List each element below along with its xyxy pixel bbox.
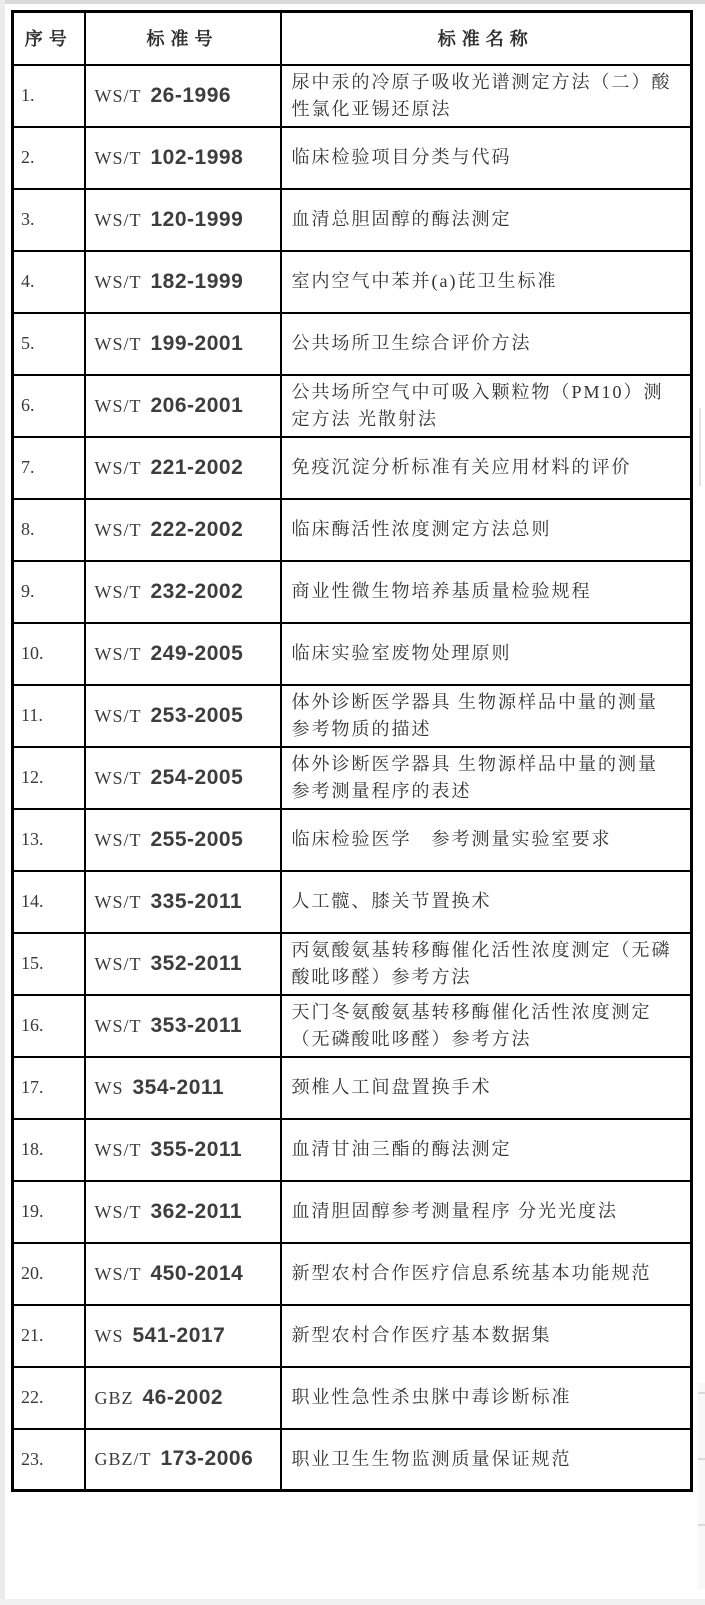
- standard-number-cell: [85, 1305, 281, 1367]
- table-row: [13, 871, 692, 933]
- standard-name-cell: 临床检验医学 参考测量实验室要求: [281, 809, 692, 871]
- serial-number-cell: 14.: [13, 871, 85, 933]
- standard-code: 173-2006: [160, 1447, 254, 1471]
- standard-name-cell: 丙氨酸氨基转移酶催化活性浓度测定（无磷酸吡哆醛）参考方法: [281, 933, 692, 995]
- standard-number-cell: [85, 251, 281, 313]
- standard-code: 120-1999: [150, 207, 244, 231]
- standard-number-cell: [85, 1057, 281, 1119]
- serial-number-cell: 9.: [13, 561, 85, 623]
- standard-number-cell: [85, 933, 281, 995]
- standard-prefix: WS/T: [94, 767, 142, 788]
- scan-edge-top: [0, 0, 705, 4]
- standard-prefix: WS/T: [94, 519, 142, 540]
- standard-name-cell: 职业卫生生物监测质量保证规范: [281, 1429, 692, 1491]
- standard-code: 335-2011: [150, 889, 243, 913]
- table-row: [13, 251, 692, 313]
- standard-prefix: WS/T: [94, 395, 142, 416]
- serial-number-cell: 21.: [13, 1305, 85, 1367]
- standard-name-cell: 公共场所卫生综合评价方法: [281, 313, 692, 375]
- standard-code: 249-2005: [150, 641, 244, 665]
- standard-prefix: WS: [94, 1325, 124, 1346]
- table-row: [13, 437, 692, 499]
- table-row: [13, 561, 692, 623]
- standard-prefix: WS/T: [94, 1015, 142, 1036]
- standard-prefix: WS: [94, 1077, 124, 1098]
- standard-number-cell: [85, 127, 281, 189]
- serial-number-cell: 22.: [13, 1367, 85, 1429]
- standard-code: 254-2005: [150, 765, 244, 789]
- serial-number-cell: 20.: [13, 1243, 85, 1305]
- standards-table: [11, 10, 693, 1492]
- serial-number-cell: 15.: [13, 933, 85, 995]
- serial-number-cell: 18.: [13, 1119, 85, 1181]
- table-row: [13, 127, 692, 189]
- serial-number-cell: 1.: [13, 65, 85, 127]
- table-row: [13, 1181, 692, 1243]
- table-row: [13, 933, 692, 995]
- table-row: [13, 375, 692, 437]
- standard-prefix: WS/T: [94, 457, 142, 478]
- standard-name-cell: 颈椎人工间盘置换手术: [281, 1057, 692, 1119]
- standard-code: 354-2011: [132, 1075, 225, 1099]
- standard-code: 46-2002: [142, 1385, 224, 1409]
- table-header: [13, 12, 692, 65]
- standard-code: 182-1999: [150, 269, 244, 293]
- standard-prefix: WS/T: [94, 271, 142, 292]
- standard-prefix: WS/T: [94, 1139, 142, 1160]
- standard-name-cell: 职业性急性杀虫脒中毒诊断标准: [281, 1367, 692, 1429]
- standard-code: 232-2002: [150, 579, 244, 603]
- standard-name-cell: 尿中汞的冷原子吸收光谱测定方法（二）酸性氯化亚锡还原法: [281, 65, 692, 127]
- standard-code: 362-2011: [150, 1199, 243, 1223]
- standard-name-cell: 新型农村合作医疗基本数据集: [281, 1305, 692, 1367]
- standard-prefix: WS/T: [94, 147, 142, 168]
- standard-prefix: WS/T: [94, 209, 142, 230]
- standard-code: 206-2001: [150, 393, 244, 417]
- standard-prefix: GBZ/T: [94, 1449, 152, 1470]
- table-row: [13, 1367, 692, 1429]
- table-row: [13, 313, 692, 375]
- standard-name-cell: 血清甘油三酯的酶法测定: [281, 1119, 692, 1181]
- standard-prefix: WS/T: [94, 333, 142, 354]
- standard-name-cell: 商业性微生物培养基质量检验规程: [281, 561, 692, 623]
- table-row: [13, 499, 692, 561]
- standard-name-cell: 临床酶活性浓度测定方法总则: [281, 499, 692, 561]
- serial-number-cell: 13.: [13, 809, 85, 871]
- scan-edge-bottom: [0, 1599, 705, 1605]
- serial-number-cell: 8.: [13, 499, 85, 561]
- standard-prefix: WS/T: [94, 953, 142, 974]
- standard-code: 222-2002: [150, 517, 244, 541]
- standard-number-cell: [85, 871, 281, 933]
- table-row: [13, 65, 692, 127]
- serial-number-cell: 3.: [13, 189, 85, 251]
- standard-number-cell: [85, 1243, 281, 1305]
- adjacent-table-fragment: [698, 1383, 705, 1589]
- standard-prefix: WS/T: [94, 891, 142, 912]
- standard-prefix: WS/T: [94, 829, 142, 850]
- standard-code: 352-2011: [150, 951, 243, 975]
- standard-number-cell: [85, 809, 281, 871]
- serial-number-cell: 17.: [13, 1057, 85, 1119]
- table-row: [13, 809, 692, 871]
- serial-number-cell: 12.: [13, 747, 85, 809]
- serial-number-cell: 5.: [13, 313, 85, 375]
- standard-name-cell: 血清总胆固醇的酶法测定: [281, 189, 692, 251]
- table-row: [13, 685, 692, 747]
- table-row: [13, 1057, 692, 1119]
- standard-number-cell: [85, 995, 281, 1057]
- standard-number-cell: [85, 499, 281, 561]
- standard-prefix: WS/T: [94, 1263, 142, 1284]
- fragment-line: [698, 1458, 705, 1460]
- serial-number-cell: 7.: [13, 437, 85, 499]
- standard-code: 199-2001: [150, 331, 244, 355]
- serial-number-cell: 10.: [13, 623, 85, 685]
- table-body: [13, 65, 692, 1491]
- standard-number-cell: [85, 1119, 281, 1181]
- adjacent-column-artifact: [699, 408, 701, 486]
- standard-code: 353-2011: [150, 1013, 243, 1037]
- table-row: [13, 995, 692, 1057]
- table-row: [13, 189, 692, 251]
- standard-name-cell: 体外诊断医学器具 生物源样品中量的测量 参考测量程序的表述: [281, 747, 692, 809]
- serial-number-cell: 23.: [13, 1429, 85, 1491]
- serial-number-cell: 2.: [13, 127, 85, 189]
- col-header-standard-number: 标准号: [85, 12, 281, 65]
- standard-code: 26-1996: [150, 83, 232, 107]
- scan-edge-left: [0, 0, 5, 1605]
- standard-prefix: WS/T: [94, 705, 142, 726]
- standard-name-cell: 体外诊断医学器具 生物源样品中量的测量 参考物质的描述: [281, 685, 692, 747]
- serial-number-cell: 4.: [13, 251, 85, 313]
- header-row: [13, 12, 692, 65]
- standard-code: 541-2017: [132, 1323, 226, 1347]
- serial-number-cell: 19.: [13, 1181, 85, 1243]
- standard-prefix: WS/T: [94, 85, 142, 106]
- standard-code: 450-2014: [150, 1261, 244, 1285]
- standard-number-cell: [85, 375, 281, 437]
- standard-name-cell: 公共场所空气中可吸入颗粒物（PM10）测定方法 光散射法: [281, 375, 692, 437]
- standard-prefix: WS/T: [94, 1201, 142, 1222]
- standard-name-cell: 室内空气中苯并(a)芘卫生标准: [281, 251, 692, 313]
- serial-number-cell: 11.: [13, 685, 85, 747]
- standard-name-cell: 临床检验项目分类与代码: [281, 127, 692, 189]
- standard-number-cell: [85, 561, 281, 623]
- table-row: [13, 747, 692, 809]
- standard-number-cell: [85, 437, 281, 499]
- standard-name-cell: 人工髋、膝关节置换术: [281, 871, 692, 933]
- fragment-line: [698, 1524, 705, 1526]
- col-header-serial: 序号: [13, 12, 85, 65]
- standard-code: 255-2005: [150, 827, 244, 851]
- table-row: [13, 623, 692, 685]
- standard-number-cell: [85, 1367, 281, 1429]
- standard-code: 355-2011: [150, 1137, 243, 1161]
- standard-number-cell: [85, 65, 281, 127]
- table-row: [13, 1119, 692, 1181]
- standard-name-cell: 血清胆固醇参考测量程序 分光光度法: [281, 1181, 692, 1243]
- standard-number-cell: [85, 1429, 281, 1491]
- standard-code: 253-2005: [150, 703, 244, 727]
- table-row: [13, 1243, 692, 1305]
- standard-number-cell: [85, 189, 281, 251]
- standard-name-cell: 免疫沉淀分析标准有关应用材料的评价: [281, 437, 692, 499]
- standard-name-cell: 天门冬氨酸氨基转移酶催化活性浓度测定（无磷酸吡哆醛）参考方法: [281, 995, 692, 1057]
- serial-number-cell: 16.: [13, 995, 85, 1057]
- fragment-line: [698, 1392, 705, 1394]
- standard-code: 102-1998: [150, 145, 244, 169]
- standard-number-cell: [85, 747, 281, 809]
- standard-prefix: GBZ: [94, 1387, 134, 1408]
- standard-prefix: WS/T: [94, 643, 142, 664]
- table-row: [13, 1429, 692, 1491]
- table-row: [13, 1305, 692, 1367]
- standard-number-cell: [85, 1181, 281, 1243]
- standard-name-cell: 新型农村合作医疗信息系统基本功能规范: [281, 1243, 692, 1305]
- standard-name-cell: 临床实验室废物处理原则: [281, 623, 692, 685]
- standard-prefix: WS/T: [94, 581, 142, 602]
- standard-number-cell: [85, 685, 281, 747]
- serial-number-cell: 6.: [13, 375, 85, 437]
- standard-number-cell: [85, 623, 281, 685]
- standard-number-cell: [85, 313, 281, 375]
- col-header-standard-name: 标准名称: [281, 12, 692, 65]
- standard-code: 221-2002: [150, 455, 244, 479]
